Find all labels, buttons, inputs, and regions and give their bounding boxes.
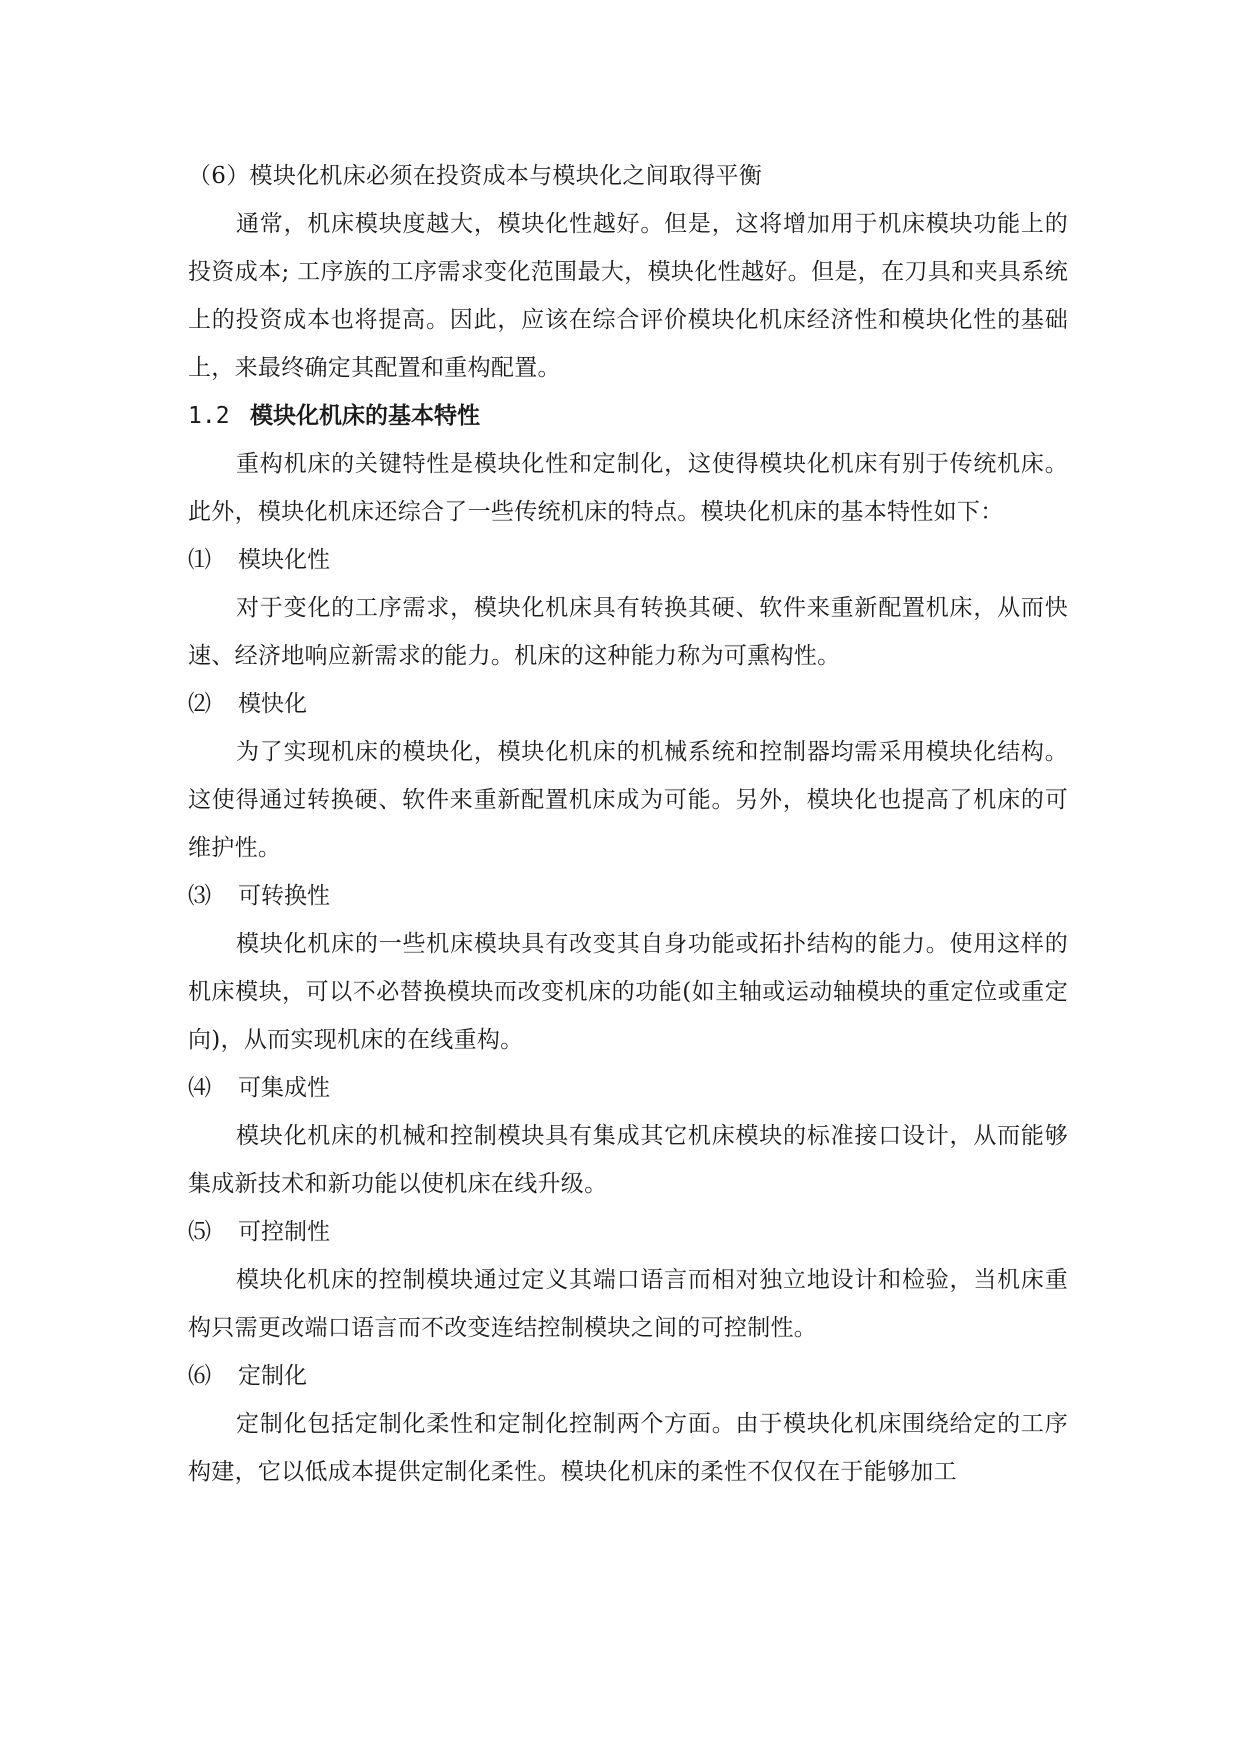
list-item-text: 对于变化的工序需求，模块化机床具有转换其硬、软件来重新配置机床，从而快速、经济地响应新需求的能力。机床的这种能力称为可熏构性。	[188, 595, 1068, 669]
list-item-text: 模块化机床的机械和控制模块具有集成其它机床模块的标准接口设计，从而能够集成新技术和新功能以使机床在线升级。	[188, 1123, 1068, 1197]
list-item-paragraph	[188, 1256, 1068, 1352]
section-title: 模块化机床的基本特性	[250, 403, 480, 429]
list-item-text: 模块化机床的一些机床模块具有改变其自身功能或拓扑结构的能力。使用这样的机床模块，可以不必替换模块而改变机床的功能(如主轴或运动轴模块的重定位或重定向)，从而实现机床的在线重构。	[188, 931, 1068, 1053]
list-item-marker: ⑵	[188, 691, 211, 717]
list-item-label: 可控制性	[238, 1219, 330, 1245]
list-item-heading	[188, 680, 1068, 728]
section-heading	[188, 392, 1068, 440]
intro-paragraph	[188, 200, 1068, 392]
list-item-marker: ⑸	[188, 1219, 211, 1245]
document-page	[188, 152, 1068, 1496]
list-item-text: 模块化机床的控制模块通过定义其端口语言而相对独立地设计和检验，当机床重构只需更改端口语言而不改变连结控制模块之间的可控制性。	[188, 1267, 1068, 1341]
list-item-marker: ⑴	[188, 547, 211, 573]
section-intro-text: 重构机床的关键特性是模块化性和定制化，这使得模块化机床有别于传统机床。此外，模块化机床还综合了一些传统机床的特点。模块化机床的基本特性如下：	[188, 451, 1068, 525]
list-item-heading	[188, 872, 1068, 920]
list-item-label: 模块化性	[238, 547, 330, 573]
list-item-label: 可集成性	[238, 1075, 330, 1101]
list-item-label: 定制化	[238, 1363, 307, 1389]
list-item-heading	[188, 1064, 1068, 1112]
list-item-paragraph	[188, 584, 1068, 680]
intro-paragraph-text: 通常，机床模块度越大，模块化性越好。但是，这将增加用于机床模块功能上的投资成本; 工序族的工序需求变化范围最大，模块化性越好。但是，在刀具和夹具系统上的投资成本也将提高。因此，应该在综合评价模块化机床经济性和模块化性的基础上，来最终确定其配置和重构配置。	[188, 211, 1068, 381]
list-item-text: 为了实现机床的模块化，模块化机床的机械系统和控制器均需采用模块化结构。这使得通过转换硬、软件来重新配置机床成为可能。另外，模块化也提高了机床的可维护性。	[188, 739, 1068, 861]
list-item-marker: ⑷	[188, 1075, 211, 1101]
list-item-paragraph	[188, 1112, 1068, 1208]
section-intro-paragraph	[188, 440, 1068, 536]
list-item-heading	[188, 1352, 1068, 1400]
list-item-label: 模快化	[238, 691, 307, 717]
section-number: 1.2	[188, 403, 230, 429]
list-item-label: 可转换性	[238, 883, 330, 909]
list-item-heading	[188, 1208, 1068, 1256]
list-item-text: 定制化包括定制化柔性和定制化控制两个方面。由于模块化机床围绕给定的工序构建，它以低成本提供定制化柔性。模块化机床的柔性不仅仅在于能够加工	[188, 1411, 1068, 1485]
list-item-paragraph	[188, 1400, 1068, 1496]
list-item-paragraph	[188, 728, 1068, 872]
list-item-heading	[188, 536, 1068, 584]
list-item-marker: ⑶	[188, 883, 211, 909]
list-item-marker: ⑹	[188, 1363, 211, 1389]
list-item-paragraph	[188, 920, 1068, 1064]
intro-item-heading: （6）模块化机床必须在投资成本与模块化之间取得平衡	[188, 163, 763, 189]
